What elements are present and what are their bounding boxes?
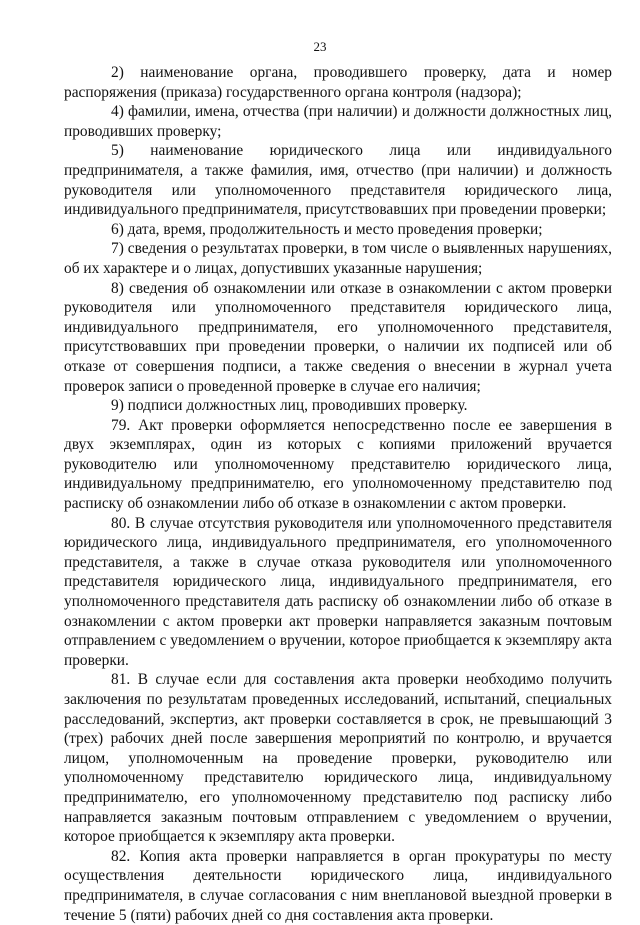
clause-82: 82. Копия акта проверки направляется в орган прокуратуры по месту осуществления деятельности юридического лица, индивидуального предпринимателя, в случае согласования с ним внеплановой выездной проверки в течение 5 (пяти) рабочих дней со дня составления акта проверки. [64, 847, 612, 924]
list-item-7: 7) сведения о результатах проверки, в том числе о выявленных нарушениях, об их характере и о лицах, допустивших указанные нарушения; [64, 240, 612, 277]
list-item-4: 4) фамилии, имена, отчества (при наличии) и должности должностных лиц, проводивших проверку; [64, 103, 612, 140]
clause-81: 81. В случае если для составления акта проверки необходимо получить заключения по результатам проведенных исследований, испытаний, специальных расследований, экспертиз, акт проверки составляется в срок, не превышающий 3 (трех) рабочих дней после завершения мероприятий по контролю, и вручается лицом, уполномоченным на проведение проверки, руководителю или уполномоченному представителю юридического лица, индивидуальному предпринимателю, его уполномоченному представителю под расписку либо направляется заказным почтовым отправлением с уведомлением о вручении, которое приобщается к экземпляру акта проверки. [64, 671, 612, 846]
list-item-9: 9) подписи должностных лиц, проводивших проверку. [111, 397, 468, 415]
list-item-2: 2) наименование органа, проводившего проверку, дата и номер распоряжения (приказа) государственного органа контроля (надзора); [64, 64, 612, 101]
list-item-5: 5) наименование юридического лица или индивидуального предпринимателя, а также фамилия, имя, отчество (при наличии) и должность руководителя или уполномоченного представителя юридического лица, индивидуального предпринимателя, присутствовавших при проведении проверки; [64, 142, 612, 219]
page-number: 23 [313, 39, 327, 54]
list-item-6: 6) дата, время, продолжительность и место проведения проверки; [111, 220, 543, 238]
document-body [64, 63, 612, 925]
clause-79: 79. Акт проверки оформляется непосредственно после ее завершения в двух экземплярах, один из которых с копиями приложений вручается руководителю или уполномоченному представителю юридического лица, индивидуальному предпринимателю, его уполномоченному представителю под расписку об ознакомлении либо об отказе в ознакомлении с актом проверки. [64, 416, 612, 513]
list-item-8: 8) сведения об ознакомлении или отказе в ознакомлении с актом проверки руководителя или уполномоченного представителя юридического лица, индивидуального предпринимателя, его уполномоченного представителя, присутствовавших при проведении проверки, о наличии их подписей или об отказе от совершения подписи, а также сведения о внесении в журнал учета проверок записи о проведенной проверке в случае его наличия; [64, 279, 612, 395]
clause-80: 80. В случае отсутствия руководителя или уполномоченного представителя юридического лица, индивидуального предпринимателя, его уполномоченного представителя, а также в случае отказа руководителя или уполномоченного представителя юридического лица, индивидуального предпринимателя, его уполномоченного представителя дать расписку об ознакомлении либо об отказе в ознакомлении с актом проверки акт проверки направляется заказным почтовым отправлением с уведомлением о вручении, которое приобщается к экземпляру акта проверки. [64, 514, 612, 669]
